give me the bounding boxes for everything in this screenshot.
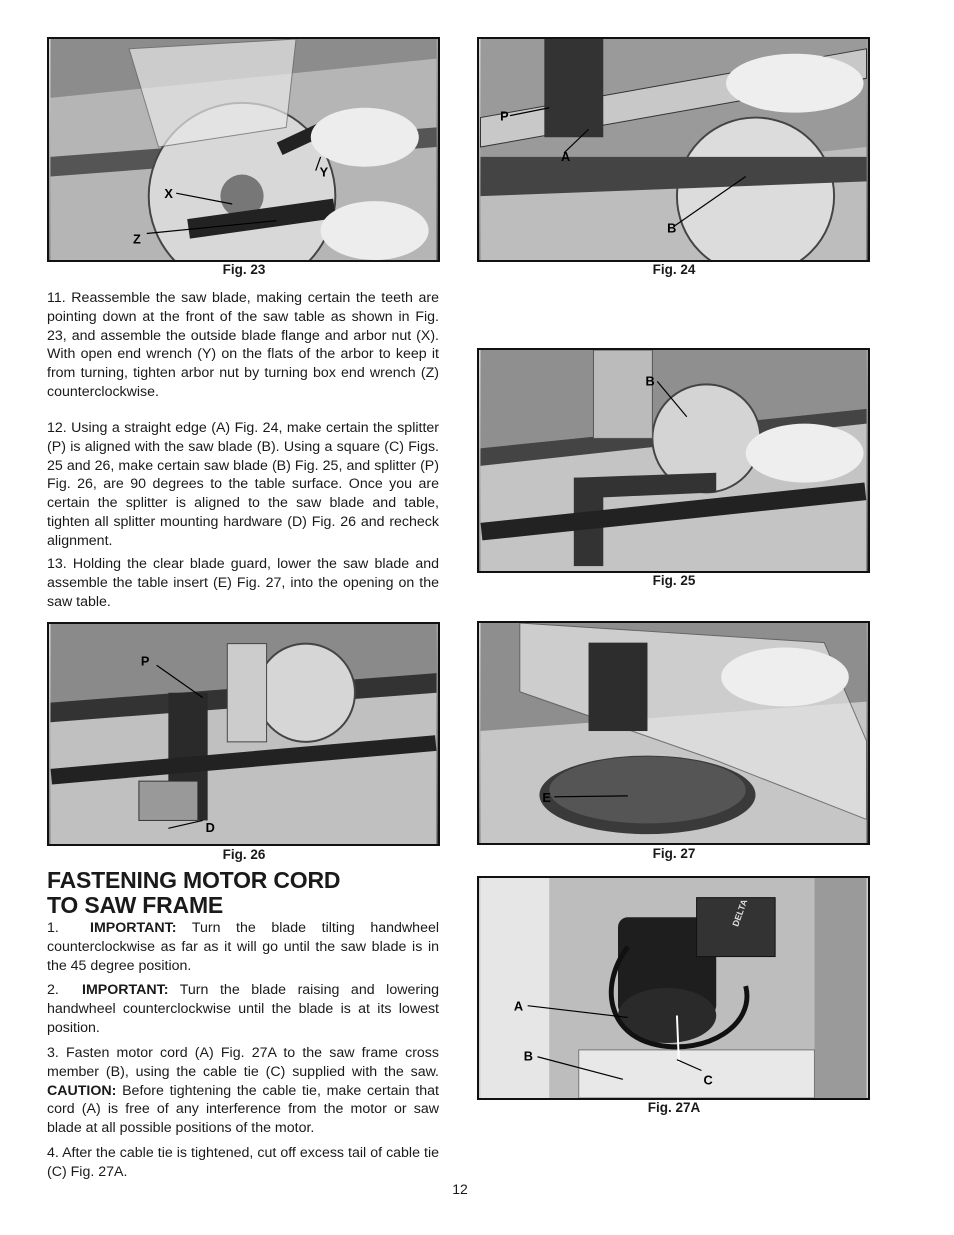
fig-25-caption: Fig. 25	[652, 573, 696, 588]
step-11-text: 11. Reassemble the saw blade, making certain the teeth are pointing down at the front of the saw table as shown in Fig. 23, and assemble the outside blade flange and arbor nut (X). With open end wrench (Y) on the flats of the arbor to keep it from turning, tighten arbor nut by turning box end wrench (Z) counterclockwise.	[47, 290, 439, 400]
saw-blade-wrench-illustration	[49, 39, 438, 260]
step-3-caution: CAUTION:	[47, 1082, 117, 1099]
straight-edge-illustration	[479, 39, 868, 260]
step-1-important: IMPORTANT:	[90, 920, 177, 936]
step-2-text: Turn the blade raising and lowering handwheel counterclockwise until the blade is at its lowest position.	[47, 982, 440, 1036]
page-number: 12	[452, 1181, 468, 1197]
section-heading	[47, 868, 447, 918]
section-heading-line2: TO SAW FRAME	[47, 892, 224, 918]
fig-24-caption: Fig. 24	[652, 262, 696, 277]
label-p: P	[500, 108, 509, 124]
motor-step-2	[47, 981, 439, 1037]
label-y: Y	[319, 164, 329, 180]
label-x: X	[164, 186, 173, 202]
step-2-important: IMPORTANT:	[82, 982, 169, 998]
step-1-text: Turn the blade tilting handwheel counterclockwise as far as it will go until the saw blade is in the 45 degree position.	[47, 920, 440, 974]
step-12-text: 12. Using a straight edge (A) Fig. 24, make certain the splitter (P) is aligned with the saw blade (B). Using a square (C) Figs. 25 and 26, make certain saw blade (B) Fig. 25, and splitter (P) Fig. 26, are 90 degrees to the table surface. Once you are certain the splitter is aligned to the saw blade and table, tighten all splitter mounting hardware (D) Fig. 26 and recheck alignment.	[47, 420, 439, 549]
figure-27-photo	[477, 621, 870, 845]
figure-25-photo	[477, 348, 870, 573]
splitter-square-illustration	[49, 624, 438, 844]
motor-cord-illustration	[479, 878, 868, 1098]
figure-24-photo	[477, 37, 870, 262]
fig-27a-caption: Fig. 27A	[647, 1100, 701, 1115]
square-check-blade-illustration	[479, 350, 868, 571]
label-b: B	[667, 220, 677, 236]
label-z: Z	[133, 231, 141, 247]
label-a: A	[561, 148, 571, 164]
label-d: D	[205, 820, 215, 836]
fig-23-caption: Fig. 23	[222, 262, 266, 277]
label-e: E	[542, 789, 551, 805]
step-13-text: 13. Holding the clear blade guard, lower the saw blade and assemble the table insert (E) Fig. 27, into the opening on the saw table.	[47, 556, 439, 610]
motor-step-4: 4. After the cable tie is tightened, cut off excess tail of cable tie (C) Fig. 27A.	[47, 1145, 439, 1180]
figure-23-photo	[47, 37, 440, 262]
motor-step-3	[47, 1044, 439, 1138]
step-2-number: 2.	[47, 982, 59, 998]
step-3-text2: Before tightening the cable tie, make certain that cord (A) is free of any interference from the motor or saw blade at all possible positions of the motor.	[47, 1082, 439, 1137]
step-1-number: 1.	[47, 920, 59, 936]
label-b: B	[645, 373, 655, 389]
figure-27a-photo	[477, 876, 870, 1100]
label-b: B	[523, 1048, 533, 1064]
table-insert-illustration	[479, 623, 868, 843]
motor-step-1	[47, 919, 439, 975]
label-c: C	[703, 1072, 713, 1088]
label-a: A	[513, 998, 524, 1014]
label-p: P	[140, 653, 150, 669]
fig-27-caption: Fig. 27	[652, 846, 696, 861]
section-heading-line1: FASTENING MOTOR CORD	[47, 867, 341, 893]
figure-26-photo	[47, 622, 440, 846]
fig-26-caption: Fig. 26	[222, 847, 266, 862]
step-3-text: 3. Fasten motor cord (A) Fig. 27A to the saw frame cross member (B), using the cable tie (C) supplied with the saw.	[47, 1045, 439, 1080]
motor-brand-text: DELTA	[730, 897, 750, 928]
